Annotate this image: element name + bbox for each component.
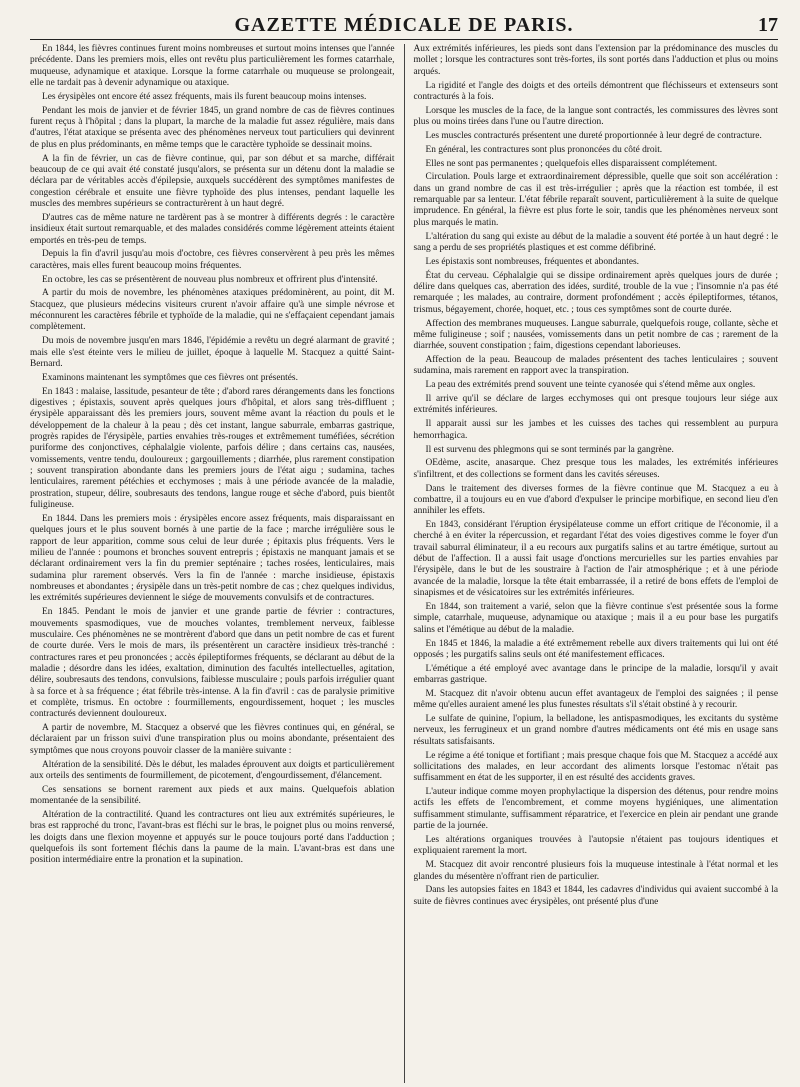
paragraph: Dans les autopsies faites en 1843 et 1844, les cadavres d'individus qui avaient succombé à la suite de fièvres continues avec érysipèles, ont présenté plus d'une xyxy=(413,885,778,907)
paragraph: En 1845 et 1846, la maladie a été extrêmement rebelle aux divers traitements qui lui ont été opposés ; les purgatifs salins seuls ont été manifestement efficaces. xyxy=(413,638,778,660)
paragraph: Il est survenu des phlegmons qui se sont terminés par la gangrène. xyxy=(425,444,674,455)
paragraph: Les érysipèles ont encore été assez fréquents, mais ils furent beaucoup moins intenses. xyxy=(42,91,367,102)
paragraph: En 1844, son traitement a varié, selon que la fièvre continue s'est présentée sous la forme simple, catarrhale, muqueuse, adynamique ou ataxique ; mais il a eu pour base les purgatifs salins et l'émétique au début de la maladie. xyxy=(413,601,778,635)
paragraph: Ces sensations se bornent rarement aux pieds et aux mains. Quelquefois ablation momentanée de la sensibilité. xyxy=(30,784,395,807)
paragraph: Circulation. Pouls large et extraordinairement dépressible, quelle que soit son accélération : dans un grand nombre de cas il est très-irrégulier ; après que la réaction est tombée, il est remarquable par sa lenteur. L'état fébrile reparaît souvent, particulièrement à la suite de quelque imprudence. En général, la fièvre est plus forte le soir, tandis que les phénomènes nerveux sont plus marqués le matin. xyxy=(413,172,778,228)
paragraph: En 1843 : malaise, lassitude, pesanteur de tête ; d'abord rares dérangements dans les fonctions digestives ; épistaxis, souvent après quelques jours d'hôpital, et alors sang très-diffluent ; érysipèle apparaissant dès les premiers jours, souvent même avant la réaction du pouls et le développement de la chaleur à la peau ; dès cet instant, langue saburrale, embarras gastrique, progrès rapides de l'érysipèle, parties envahies très-rouges et extrêmement tuméfiées, sécrétion puriforme des conjonctives, céphalalgie violente, parfois délire ; dans certains cas, nausées, vomissements, ventre tendu, douloureux ; gargouillements ; diarrhée, plus rarement constipation ; souvent transpiration abondante dans les premiers jours de l'état aigu ; sudamina, taches lenticulaires, rarement pétéchies et ecchymoses ; mais à une période avancée de la maladie, prostration, stupeur, délire, soubresauts des tendons, langue rouge et sèche d'abord, puis bientôt fuligineuse. xyxy=(30,386,395,511)
paragraph: L'auteur indique comme moyen prophylactique la dispersion des détenus, pour rendre moins actifs les effets de l'encombrement, et comme moyens hygiéniques, une alimentation suffisamment stimulante, suffisamment réparatrice, et l'exercice en plein air pendant une grande partie de la journée. xyxy=(413,787,778,832)
paragraph: Les muscles contracturés présentent une dureté proportionnée à leur degré de contracture. xyxy=(425,130,762,141)
paragraph: Il apparait aussi sur les jambes et les cuisses des taches qui ressemblent au purpura hemorrhagica. xyxy=(413,419,778,441)
paragraph: Aux extrémités inférieures, les pieds sont dans l'extension par la prédominance des muscles du mollet ; lorsque les contractures sont très-fortes, ils sont portés dans l'adduction et plus ou moins arqués. xyxy=(413,44,778,77)
article-columns xyxy=(30,44,778,1083)
paragraph: L'émétique a été employé avec avantage dans le principe de la maladie, lorsqu'il y avait embarras gastrique. xyxy=(413,663,778,686)
paragraph: Pendant les mois de janvier et de février 1845, un grand nombre de cas de fièvres continues furent reçus à l'hôpital ; dans la plupart, la marche de la maladie fut assez régulière, mais dans d'autres, l'état ataxique se présenta avec des phénomènes nerveux tout particuliers qui devinrent de plus en plus prédominants, en même temps que le caractère typhoïde se dessinait moins. xyxy=(30,105,395,150)
paragraph: Depuis la fin d'avril jusqu'au mois d'octobre, ces fièvres conservèrent à peu près les mêmes caractères, mais elles furent beaucoup moins fréquentes. xyxy=(30,249,395,271)
paragraph: A la fin de février, un cas de fièvre continue, qui, par son début et sa marche, différait beaucoup de ce qui avait été constaté jusqu'alors, se présenta sur un détenu dont la maladie se déclara par de véritables accès d'épilepsie, auxquels succédèrent des symptômes manifestes de congestion cérébrale et ensuite une fièvre typhoïde des plus intenses, pendant laquelle les muscles des membres supérieurs se contracturèrent à un haut degré. xyxy=(30,153,395,209)
paragraph: Les épistaxis sont nombreuses, fréquentes et abondantes. xyxy=(425,256,639,267)
paragraph: En 1845. Pendant le mois de janvier et une grande partie de février : contractures, mouvements spasmodiques, vue de mouches volantes, tremblement nerveux, faiblesse musculaire. Ces phénomènes ne se montrèrent d'abord que dans un petit nombre de cas et furent de courte durée. Vers le mois de mars, ils présentèrent un caractère insidieux très-tranché : contractures rares et peu prononcées ; accès épileptiformes fréquents, se déclarant au début de la maladie ; désordre dans les idées, exaltation, diminution des facultés intellectuelles, agitation, délire, soubresauts des tendons, convulsions, faiblesse musculaire ; pouls parfois irrégulier quant à sa force et à sa fréquence ; état fébrile très-intense. A la fin d'avril : cas de paralysie primitive et complète, trismus. En octobre : fourmillements, engourdissement, hoquet ; les muscles contracturés deviennent douloureux. xyxy=(30,607,395,720)
paragraph: En 1844. Dans les premiers mois : érysipèles encore assez fréquents, mais disparaissant en quelques jours et le plus souvent bornés à une partie de la face ; marche irrégulière sous le rapport de leur apparition, comme sous celui de leur durée ; épitaxis plus fréquents. Vers le milieu de l'année : poumons et bronches souvent entrepris ; épistaxis ne manquant jamais et se déclarant ordinairement vers la fin du premier septénaire ; taches rosées, lenticulaires, mais sudamina plur rarement observés. Vers la fin de l'année : marche insidieuse, épistaxis nombreuses et abondantes ; érysipèle dans un très-petit nombre de cas ; chez quelques individus, les extrémités supérieures deviennent le siége de mouvements convulsifs et de contractures. xyxy=(30,513,395,604)
left-column xyxy=(30,44,405,1083)
paragraph: En général, les contractures sont plus prononcées du côté droit. xyxy=(425,144,663,155)
paragraph: Affection des membranes muqueuses. Langue saburrale, quelquefois rouge, collante, sèche et même fuligineuse ; soif ; nausées, vomissements dans un petit nombre de cas ; rarement de la diarrhée, souvent constipation ; faim, digestions cependant laborieuses. xyxy=(413,318,778,352)
paragraph: En 1843, considérant l'éruption érysipélateuse comme un effort critique de l'économie, il a cherché à en éviter la répercussion, et regardant l'état des voies digestives comme le foyer d'un travail saburral éliminateur, il a eu recours aux purgatifs salins et au tartre émétique, surtout au début de l'affection. Il a aussi fait usage d'onctions mercurielles sur les parties envahies par l'érysipèle, dans le but de les soustraire à l'action de l'air atmosphérique ; et à une période avancée de la maladie, lorsque la tête était embarrassée, il a retiré de bons effets de l'emploi de sinapismes et de vésicatoires sur les extrémités inférieures. xyxy=(413,520,778,599)
paragraph: Dans le traitement des diverses formes de la fièvre continue que M. Stacquez a eu à combattre, il a toujours eu en vue d'abord d'expulser le principe morbifique, en second lieu d'en annihiler les effets. xyxy=(413,483,778,517)
paragraph: Examinons maintenant les symptômes que ces fièvres ont présentés. xyxy=(42,372,298,383)
paragraph: Les altérations organiques trouvées à l'autopsie n'étaient pas toujours identiques et expliquaient rarement la mort. xyxy=(413,835,778,857)
journal-title: GAZETTE MÉDICALE DE PARIS. xyxy=(234,14,574,36)
paragraph: Du mois de novembre jusqu'en mars 1846, l'épidémie a revêtu un degré alarmant de gravité ; mais elle s'est éteinte vers le milieu de juillet, époque à laquelle M. Stacquez a quitté Saint-Bernard. xyxy=(30,336,395,369)
paragraph: La rigidité et l'angle des doigts et des orteils démontrent que fléchisseurs et extenseurs sont contracturés à la fois. xyxy=(413,80,778,102)
paragraph: Altération de la sensibilité. Dès le début, les malades éprouvent aux doigts et particulièrement aux orteils des sentiments de fourmillement, de picotement, d'engourdissement, d'élancement. xyxy=(30,759,395,781)
paragraph: En 1844, les fièvres continues furent moins nombreuses et surtout moins intenses que l'année précédente. Dans les premiers mois, elles ont revêtu plus particulièrement les formes catarrhale, muqueuse, adynamique et ataxique. Lorsque la forme catarrhale ou muqueuse se prolongeait, elle ne tardait pas à devenir adynamique ou ataxique. xyxy=(30,44,395,89)
page-number: 17 xyxy=(758,14,778,36)
paragraph: État du cerveau. Céphalalgie qui se dissipe ordinairement après quelques jours de durée ; délire dans quelques cas, aberration des idées, surdité, trouble de la vue ; l'insomnie n'a pas été remarquée ; les malades, au contraire, dorment profondément ; accès épileptiformes, tétanos, trismus, bégayement, chorée, hoquet, etc. ; tous ces symptômes sont de courte durée. xyxy=(413,270,778,315)
header-rule xyxy=(30,39,778,40)
paragraph: Le sulfate de quinine, l'opium, la belladone, les antispasmodiques, les excitants du système nerveux, les ferrugineux et un grand nombre d'autres médicaments ont été mis en usage sans résultats satisfaisants. xyxy=(413,714,778,747)
paragraph: En octobre, les cas se présentèrent de nouveau plus nombreux et offrirent plus d'intensité. xyxy=(42,274,378,285)
paragraph: A partir du mois de novembre, les phénomènes ataxiques prédominèrent, au point, dit M. Stacquez, que plusieurs médecins visiteurs crurent n'avoir affaire qu'à une simple névrose et méconnurent les caractères fébrile et typhoïde de la maladie, qui ne s'effaçaient cependant jamais complètement. xyxy=(30,288,395,333)
paragraph: Elles ne sont pas permanentes ; quelquefois elles disparaissent complétement. xyxy=(425,158,718,169)
paragraph: La peau des extrémités prend souvent une teinte cyanosée qui s'étend même aux ongles. xyxy=(425,380,756,391)
right-column xyxy=(405,44,779,1083)
paragraph: L'altération du sang qui existe au début de la maladie a souvent été portée à un haut degré : le sang a perdu de ses propriétés plastiques et est comme défibriné. xyxy=(413,231,778,253)
paragraph: M. Stacquez dit n'avoir obtenu aucun effet avantageux de l'emploi des saignées ; il pense même qu'elles auraient amené les plus funestes résultats s'il s'était obstiné à y recourir. xyxy=(413,688,778,711)
paragraph: OEdème, ascite, anasarque. Chez presque tous les malades, les extrémités inférieures s'infiltrent, et des collections se forment dans les cavités séreuses. xyxy=(413,458,778,480)
paragraph: Lorsque les muscles de la face, de la langue sont contractés, les commissures des lèvres sont plus ou moins tirées dans l'une ou l'autre direction. xyxy=(413,105,778,128)
paragraph: A partir de novembre, M. Stacquez a observé que les fièvres continues qui, en général, se déclaraient par un frisson suivi d'une transpiration plus ou moins abondante, présentaient des symptômes que nous croyons pouvoir classer de la manière suivante : xyxy=(30,723,395,756)
page-header xyxy=(30,14,778,40)
paragraph: Altération de la contractilité. Quand les contractures ont lieu aux extrémités supérieures, le bras est rapproché du tronc, l'avant-bras est fléchi sur le bras, le poignet plus ou moins renversé, les doigts dans une flexion moyenne et appuyés sur le pouce toujours porté dans l'adduction ; quelquefois ils sont fortement fléchis dans la paume de la main. L'avant-bras est dans une position intermédiaire entre la pronation et la supination. xyxy=(30,810,395,866)
paragraph: D'autres cas de même nature ne tardèrent pas à se montrer à différents degrés : le caractère insidieux était surtout remarquable, et des malades considérés comme légèrement atteints étaient emportés en très-peu de temps. xyxy=(30,212,395,246)
paragraph: M. Stacquez dit avoir rencontré plusieurs fois la muqueuse intestinale à l'état normal et les glandes du mésentère n'offrant rien de particulier. xyxy=(413,860,778,882)
paragraph: Il arrive qu'il se déclare de larges ecchymoses qui ont presque toujours leur siége aux extrémités inférieures. xyxy=(413,394,778,416)
paragraph: Le régime a été tonique et fortifiant ; mais presque chaque fois que M. Stacquez a accédé aux sollicitations des malades, en leur accordant des aliments lorsque l'estomac n'était pas suffisamment en état de les supporter, il en est résulté des accidents graves. xyxy=(413,750,778,784)
paragraph: Affection de la peau. Beaucoup de malades présentent des taches lenticulaires ; souvent sudamina, mais rarement en rapport avec la transpiration. xyxy=(413,355,778,377)
